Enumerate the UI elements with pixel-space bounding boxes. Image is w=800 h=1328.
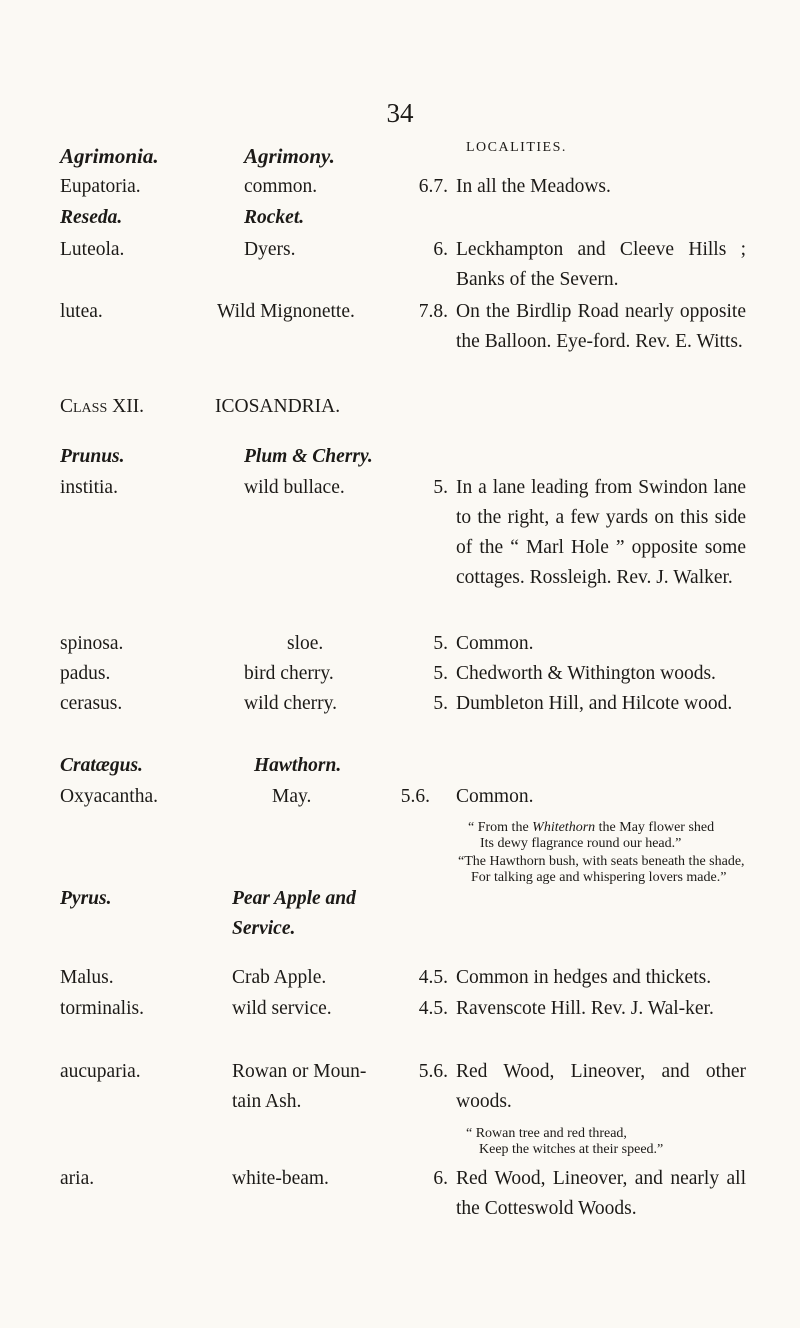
flowering-months: 6. bbox=[433, 1168, 448, 1189]
locality: Common. bbox=[456, 633, 534, 654]
latin-name: Luteola. bbox=[60, 239, 125, 260]
flowering-months: 5.6. bbox=[418, 1061, 448, 1082]
locality: Dumbleton Hill, and Hilcote wood. bbox=[456, 693, 733, 714]
flowering-months: 7.8. bbox=[418, 301, 448, 322]
flowering-months: 5. bbox=[433, 693, 448, 714]
common-name: Wild Mignonette. bbox=[217, 301, 355, 322]
hawthorn-verse bbox=[458, 854, 745, 886]
verse-line: “The Hawthorn bush, with seats beneath the shade, bbox=[458, 854, 745, 869]
flowering-months: 5. bbox=[433, 663, 448, 684]
class-number: Class XII. bbox=[60, 396, 145, 417]
verse-line: “ Rowan tree and red thread, bbox=[466, 1126, 627, 1141]
verse-line: For talking age and whispering lovers made.” bbox=[471, 870, 727, 885]
locality: In all the Meadows. bbox=[456, 176, 611, 197]
verse-line: Its dewy flagrance round our head.” bbox=[480, 836, 682, 851]
latin-name: Malus. bbox=[60, 967, 114, 988]
latin-name: lutea. bbox=[60, 301, 103, 322]
common-name: Agrimony. bbox=[244, 144, 335, 168]
common-name: wild service. bbox=[232, 998, 332, 1019]
locality: Red Wood, Lineover, and nearly all the Cotteswold Woods. bbox=[456, 1168, 746, 1219]
common-name: May. bbox=[272, 786, 312, 807]
locality: Ravenscote Hill. Rev. J. Wal-ker. bbox=[456, 998, 714, 1019]
common-name: Pear Apple and bbox=[232, 888, 356, 909]
latin-name: Reseda. bbox=[60, 207, 123, 228]
common-name-continued: tain Ash. bbox=[232, 1091, 302, 1112]
common-name: Hawthorn. bbox=[254, 755, 342, 776]
flowering-months: 5.6. bbox=[400, 786, 430, 807]
latin-name: aucuparia. bbox=[60, 1061, 141, 1082]
whitethorn-verse bbox=[468, 820, 714, 852]
page-number: 34 bbox=[386, 98, 414, 128]
locality: In a lane leading from Swindon lane to the right, a few yards on this side of the “ Marl Hole ” opposite some cottages. Rossleigh. Rev. J. Walker. bbox=[456, 477, 746, 588]
latin-name: Prunus. bbox=[60, 446, 125, 467]
latin-name: aria. bbox=[60, 1168, 95, 1189]
common-name: common. bbox=[244, 176, 318, 197]
flowering-months: 6. bbox=[433, 239, 448, 260]
flowering-months: 6.7. bbox=[418, 176, 448, 197]
rowan-verse bbox=[466, 1126, 663, 1158]
latin-name: institia. bbox=[60, 477, 118, 498]
common-name: wild bullace. bbox=[244, 477, 345, 498]
common-name: Plum & Cherry. bbox=[244, 446, 373, 467]
locality: Common in hedges and thickets. bbox=[456, 967, 712, 988]
common-name: Rowan or Moun- bbox=[232, 1061, 367, 1082]
latin-name: Agrimonia. bbox=[60, 144, 159, 168]
common-name: sloe. bbox=[287, 633, 324, 654]
flowering-months: 5. bbox=[433, 633, 448, 654]
latin-name: torminalis. bbox=[60, 998, 144, 1019]
latin-name: spinosa. bbox=[60, 633, 124, 654]
latin-name: Cratægus. bbox=[60, 755, 143, 776]
flowering-months: 5. bbox=[433, 477, 448, 498]
common-name: Dyers. bbox=[244, 239, 296, 260]
latin-name: cerasus. bbox=[60, 693, 123, 714]
localities-column-header: LOCALITIES. bbox=[466, 140, 567, 155]
common-name: wild cherry. bbox=[244, 693, 337, 714]
latin-name: Pyrus. bbox=[60, 888, 112, 909]
flowering-months: 4.5. bbox=[418, 998, 448, 1019]
locality: On the Birdlip Road nearly opposite the Balloon. Eye-ford. Rev. E. Witts. bbox=[456, 301, 746, 352]
verse-line: “ From the Whitethorn the May flower shed bbox=[468, 820, 715, 835]
flowering-months: 4.5. bbox=[418, 967, 448, 988]
locality: Leckhampton and Cleeve Hills ; Banks of the Severn. bbox=[456, 239, 746, 290]
locality: Chedworth & Withington woods. bbox=[456, 663, 716, 684]
common-name: white-beam. bbox=[232, 1168, 329, 1189]
common-name: Rocket. bbox=[244, 207, 305, 228]
latin-name: padus. bbox=[60, 663, 111, 684]
verse-line: Keep the witches at their speed.” bbox=[479, 1142, 664, 1157]
common-name: bird cherry. bbox=[244, 663, 334, 684]
common-name-continued: Service. bbox=[232, 918, 296, 939]
locality: Red Wood, Lineover, and other woods. bbox=[456, 1061, 746, 1112]
latin-name: Eupatoria. bbox=[60, 176, 141, 197]
locality: Common. bbox=[456, 786, 534, 807]
common-name: Crab Apple. bbox=[232, 967, 327, 988]
latin-name: Oxyacantha. bbox=[60, 786, 158, 807]
class-name: ICOSANDRIA. bbox=[215, 396, 341, 417]
